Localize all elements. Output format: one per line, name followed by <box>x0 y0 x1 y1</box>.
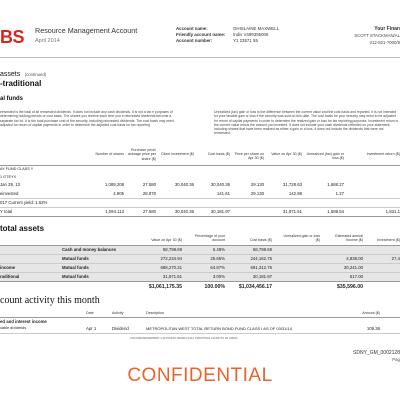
advisor-phone: 212-821-7000/8 <box>369 40 400 45</box>
total-assets-title: total assets <box>0 224 45 233</box>
row-divider <box>0 281 400 282</box>
activity-group: ed and interest income <box>0 319 47 324</box>
col-price-per-share: Price per share on Apr 30 ($) <box>234 152 264 161</box>
act-col-date: Date <box>86 311 94 315</box>
account-name-value: GHISLAINE MAXWELL <box>233 26 280 31</box>
account-number-value: Y1 23571 55 <box>233 38 258 43</box>
act-header-rule <box>0 317 400 318</box>
row-divider <box>0 216 400 217</box>
act-col-activity: Activity <box>112 311 124 315</box>
brand-logo: BS <box>0 27 25 47</box>
table-header-rule <box>0 165 400 166</box>
advisor-name: SCOTT STACKMAN/AL <box>354 33 400 38</box>
col-client-investment: Client investment ($) <box>161 152 194 156</box>
col-cost-basis: Cost basis ($) <box>207 152 230 156</box>
account-name-label: Account name: <box>176 26 208 31</box>
left-explanation: einvested is the total of all reinvested dividends. It does not include any cash dividends. It is not a tax e purposes of determining holding periods or cost basis. The shares you receive each time you e reinvested dividends become a separate tax lot. It is the total purchase cost of the security, including reinvested dividends. The cost basis may need adjusted for return of capital payments in order to determine the adjusted cost basis for tax reporting <box>0 110 174 127</box>
statement-date: April 2014 <box>35 38 60 44</box>
ta-col-value: Value on Apr 30 ($) <box>151 238 182 242</box>
row-divider <box>0 333 400 334</box>
mutual-funds-subheading: al funds <box>0 96 24 102</box>
assets-subtitle: -traditional <box>0 79 42 88</box>
friendly-account-label: Friendly account name: <box>176 32 226 37</box>
ta-col-cost: Cost basis ($) <box>249 238 272 242</box>
row-divider <box>0 207 400 208</box>
confidential-watermark: CONFIDENTIAL <box>127 365 273 386</box>
right-explanation: Unrealized (tax) gain or loss is the difference between the current value and the cost basis and reported. It is not intended for your taxable gain or loss if the security was sold on this date. The cost basis for your security may need to be adjusted for return of capital payments in order to determine the realized gain or loss for tax reporting purposes. Investment return is the current value minus the amount you invested. It does not include your cash dividends reflected on your statement, including shares that have been realized as either a gain or a loss. It does not include the dividends that were not reinvested. <box>214 110 399 136</box>
ta-col-income: Estimated annual income ($) <box>335 234 363 243</box>
account-number-label: Account number: <box>176 38 213 43</box>
fund-symbol: 1 GTEYX <box>0 175 17 179</box>
act-col-amount: Amount ($) <box>362 311 380 315</box>
bates-code: SDNY_GM_0002128 <box>353 350 400 356</box>
activity-subgroup: xable dividends <box>0 326 27 330</box>
header-divider <box>0 57 400 58</box>
current-yield: 017 Current yield: 1.62% <box>0 200 48 205</box>
barcode-text: CNF00000005086687 V1F700145 000004 0414 535075004 11235751 00 00000 <box>130 336 238 340</box>
ta-col-unrealized: Unrealized gain or loss ($) <box>283 234 320 243</box>
friendly-account-value: Indiv V499355006 <box>233 32 269 37</box>
ta-col-percentage: Percentage of your account <box>194 234 225 243</box>
page-label: Pag <box>392 357 400 362</box>
document-title: Resource Management Account <box>35 26 138 35</box>
ta-col-investment: Investment ($) <box>377 238 400 242</box>
advisor-title: Your Finan <box>374 26 400 32</box>
assets-title-suffix: (continued) <box>24 72 47 77</box>
col-value: Value on Apr 30 ($) <box>271 152 302 156</box>
col-unrealized: Unrealized (tax) gain or loss ($) <box>306 152 344 161</box>
fund-name: AY FUND CLASS Y <box>0 167 34 171</box>
row-divider <box>0 198 400 199</box>
col-investment-return: Investment return ($) <box>366 152 400 156</box>
col-shares: Number of shares <box>95 152 124 156</box>
col-purchase-price: Purchase price/ average price per share ($) <box>128 148 156 161</box>
act-col-description: Description <box>146 311 164 315</box>
activity-title: count activity this month <box>0 295 100 306</box>
assets-title: assets <box>0 71 21 78</box>
